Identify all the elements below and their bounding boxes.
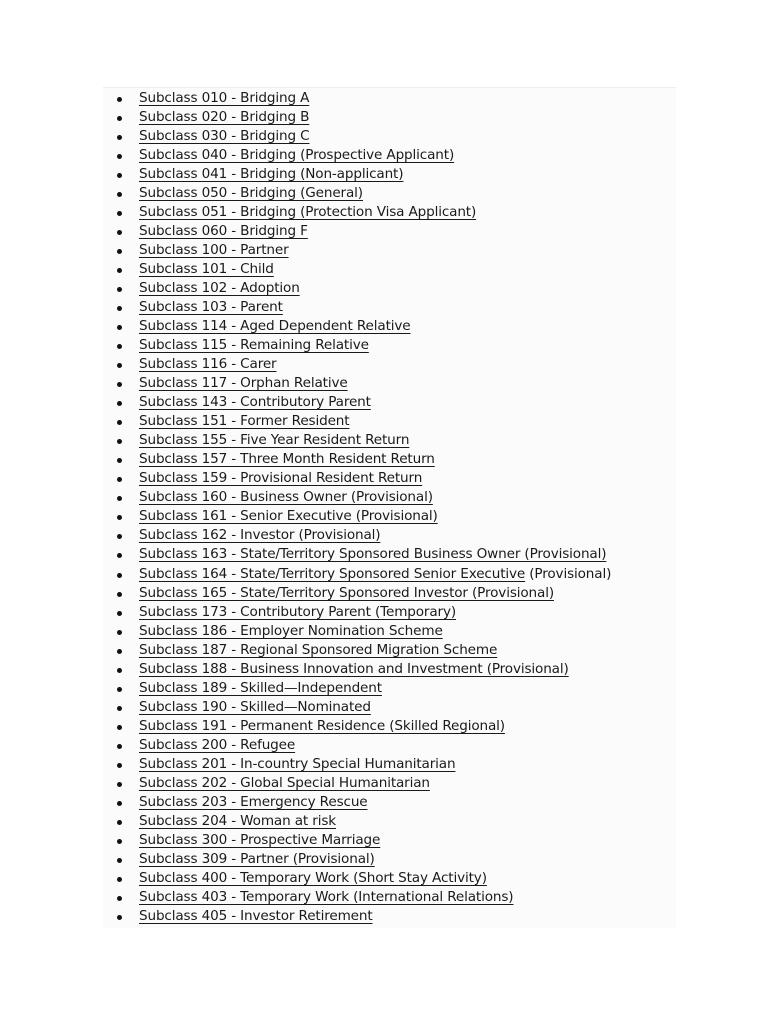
list-item-text: [139, 831, 380, 850]
list-item-text: [139, 469, 422, 488]
bullet-icon: [117, 154, 122, 159]
list-item-text: [139, 317, 411, 336]
list-item-text: [139, 622, 443, 641]
list-item-text: [139, 526, 380, 545]
visa-subclass-link[interactable]: Subclass 189 - Skilled—Independent: [139, 679, 382, 696]
visa-subclass-link[interactable]: Subclass 010 - Bridging A: [139, 90, 310, 106]
list-item-text: [139, 184, 363, 203]
list-item-text: [139, 907, 373, 926]
list-item-text: [139, 146, 454, 165]
bullet-icon: [117, 706, 122, 711]
visa-subclass-link[interactable]: Subclass 030 - Bridging C: [139, 128, 310, 145]
list-item-suffix: (Provisional): [525, 565, 612, 582]
visa-subclass-link[interactable]: Subclass 117 - Orphan Relative: [139, 375, 348, 392]
visa-subclass-link[interactable]: Subclass 187 - Regional Sponsored Migration Scheme: [139, 641, 498, 658]
list-item-text: [139, 755, 455, 774]
bullet-icon: [117, 782, 122, 787]
visa-subclass-link[interactable]: Subclass 051 - Bridging (Protection Visa Applicant): [139, 204, 477, 221]
visa-subclass-link[interactable]: Subclass 164 - State/Territory Sponsored Senior Executive: [139, 565, 526, 582]
bullet-icon: [117, 173, 122, 178]
bullet-icon: [117, 287, 122, 292]
list-item-text: [139, 222, 308, 241]
list-item-text: [139, 774, 430, 793]
bullet-icon: [117, 344, 122, 349]
visa-subclass-link[interactable]: Subclass 309 - Partner (Provisional): [139, 850, 375, 867]
bullet-icon: [117, 801, 122, 806]
visa-subclass-link[interactable]: Subclass 173 - Contributory Parent (Temporary): [139, 603, 457, 620]
bullet-icon: [117, 135, 122, 140]
list-item-text: [139, 565, 611, 584]
visa-subclass-link[interactable]: Subclass 204 - Woman at risk: [139, 812, 337, 829]
list-item-text: [139, 450, 435, 469]
visa-subclass-link[interactable]: Subclass 201 - In-country Special Humanitarian: [139, 755, 456, 772]
visa-subclass-link[interactable]: Subclass 116 - Carer: [139, 356, 277, 373]
bullet-icon: [117, 915, 122, 920]
bullet-icon: [117, 668, 122, 673]
bullet-icon: [117, 211, 122, 216]
bullet-icon: [117, 458, 122, 463]
visa-subclass-link[interactable]: Subclass 191 - Permanent Residence (Skilled Regional): [139, 717, 505, 734]
list-item-text: [139, 545, 606, 564]
visa-subclass-link[interactable]: Subclass 050 - Bridging (General): [139, 185, 363, 202]
bullet-icon: [117, 858, 122, 863]
visa-subclass-link[interactable]: Subclass 202 - Global Special Humanitarian: [139, 774, 430, 791]
visa-subclass-link[interactable]: Subclass 101 - Child: [139, 261, 274, 278]
bullet-icon: [117, 592, 122, 597]
visa-subclass-link[interactable]: Subclass 190 - Skilled—Nominated: [139, 698, 371, 715]
list-item-text: [139, 336, 369, 355]
list-item-text: [139, 298, 283, 317]
bullet-icon: [117, 306, 122, 311]
bullet-icon: [117, 687, 122, 692]
bullet-icon: [117, 363, 122, 368]
list-item-text: [139, 584, 554, 603]
visa-subclass-link[interactable]: Subclass 151 - Former Resident: [139, 413, 350, 430]
bullet-icon: [117, 515, 122, 520]
visa-subclass-link[interactable]: Subclass 405 - Investor Retirement: [139, 907, 373, 924]
list-item-text: [139, 869, 487, 888]
visa-subclass-link[interactable]: Subclass 200 - Refugee: [139, 736, 296, 753]
visa-subclass-link[interactable]: Subclass 114 - Aged Dependent Relative: [139, 318, 411, 335]
list-item-text: [139, 793, 368, 812]
bullet-icon: [117, 192, 122, 197]
list-item-text: [139, 412, 349, 431]
bullet-icon: [117, 763, 122, 768]
list-item-text: [139, 355, 277, 374]
visa-subclass-link[interactable]: Subclass 143 - Contributory Parent: [139, 394, 371, 411]
list-item-text: [139, 717, 505, 736]
bullet-icon: [117, 611, 122, 616]
visa-subclass-link[interactable]: Subclass 100 - Partner: [139, 242, 289, 259]
list-item-text: [139, 736, 295, 755]
visa-subclass-link[interactable]: Subclass 102 - Adoption: [139, 280, 300, 297]
list-item-text: [139, 89, 309, 108]
visa-subclass-link[interactable]: Subclass 165 - State/Territory Sponsored Investor (Provisional): [139, 584, 554, 601]
bullet-icon: [117, 401, 122, 406]
bullet-icon: [117, 477, 122, 482]
visa-subclass-link[interactable]: Subclass 400 - Temporary Work (Short Stay Activity): [139, 869, 487, 886]
bullet-icon: [117, 839, 122, 844]
list-item-text: [139, 679, 382, 698]
visa-subclass-link[interactable]: Subclass 041 - Bridging (Non-applicant): [139, 166, 404, 183]
list-item-text: [139, 488, 433, 507]
bullet-icon: [117, 896, 122, 901]
bullet-icon: [117, 744, 122, 749]
visa-subclass-link[interactable]: Subclass 163 - State/Territory Sponsored Business Owner (Provisional): [139, 546, 607, 563]
list-item-text: [139, 850, 375, 869]
bullet-icon: [117, 534, 122, 539]
bullet-icon: [117, 382, 122, 387]
bullet-icon: [117, 725, 122, 730]
list-item-text: [139, 698, 371, 717]
bullet-icon: [117, 420, 122, 425]
bullet-icon: [117, 877, 122, 882]
bullet-icon: [117, 553, 122, 558]
visa-subclass-link[interactable]: Subclass 103 - Parent: [139, 299, 283, 316]
visa-subclass-link[interactable]: Subclass 060 - Bridging F: [139, 223, 308, 240]
bullet-icon: [117, 230, 122, 235]
list-item-text: [139, 165, 403, 184]
visa-subclass-link[interactable]: Subclass 161 - Senior Executive (Provisional): [139, 508, 438, 525]
bullet-icon: [117, 573, 122, 578]
list-item-text: [139, 507, 438, 526]
visa-subclass-link[interactable]: Subclass 159 - Provisional Resident Return: [139, 470, 423, 487]
document-panel: [103, 87, 676, 928]
list-item-text: [139, 393, 371, 412]
bullet-icon: [117, 249, 122, 254]
bullet-icon: [117, 439, 122, 444]
visa-subclass-link[interactable]: Subclass 403 - Temporary Work (International Relations): [139, 888, 514, 905]
list-item-text: [139, 641, 497, 660]
bullet-icon: [117, 116, 122, 121]
list-item-text: [139, 660, 569, 679]
list-item-text: [139, 374, 348, 393]
list-item-text: [139, 260, 274, 279]
list-item-text: [139, 431, 409, 450]
visa-subclass-link[interactable]: Subclass 188 - Business Innovation and Investment (Provisional): [139, 660, 569, 677]
list-item-text: [139, 812, 336, 831]
list-item-text: [139, 279, 300, 298]
list-item-text: [139, 203, 476, 222]
visa-subclass-link[interactable]: Subclass 162 - Investor (Provisional): [139, 527, 381, 544]
visa-subclass-link[interactable]: Subclass 020 - Bridging B: [139, 109, 310, 126]
bullet-icon: [117, 325, 122, 330]
visa-subclass-link[interactable]: Subclass 155 - Five Year Resident Return: [139, 432, 410, 449]
list-item-text: [139, 888, 513, 907]
bullet-icon: [117, 268, 122, 273]
bullet-icon: [117, 820, 122, 825]
bullet-icon: [117, 496, 122, 501]
visa-subclass-link[interactable]: Subclass 040 - Bridging (Prospective Applicant): [139, 147, 455, 164]
list-item-text: [139, 127, 309, 146]
visa-subclass-link[interactable]: Subclass 157 - Three Month Resident Return: [139, 451, 435, 468]
visa-subclass-link[interactable]: Subclass 160 - Business Owner (Provisional): [139, 489, 433, 506]
bullet-icon: [117, 649, 122, 654]
bullet-icon: [117, 97, 122, 102]
bullet-icon: [117, 630, 122, 635]
visa-subclass-link[interactable]: Subclass 115 - Remaining Relative: [139, 337, 369, 354]
visa-subclass-link[interactable]: Subclass 300 - Prospective Marriage: [139, 831, 381, 848]
list-item-text: [139, 241, 289, 260]
visa-subclass-link[interactable]: Subclass 203 - Emergency Rescue: [139, 793, 368, 810]
list-item-text: [139, 108, 309, 127]
visa-subclass-link[interactable]: Subclass 186 - Employer Nomination Scheme: [139, 622, 443, 639]
list-item-text: [139, 603, 456, 622]
